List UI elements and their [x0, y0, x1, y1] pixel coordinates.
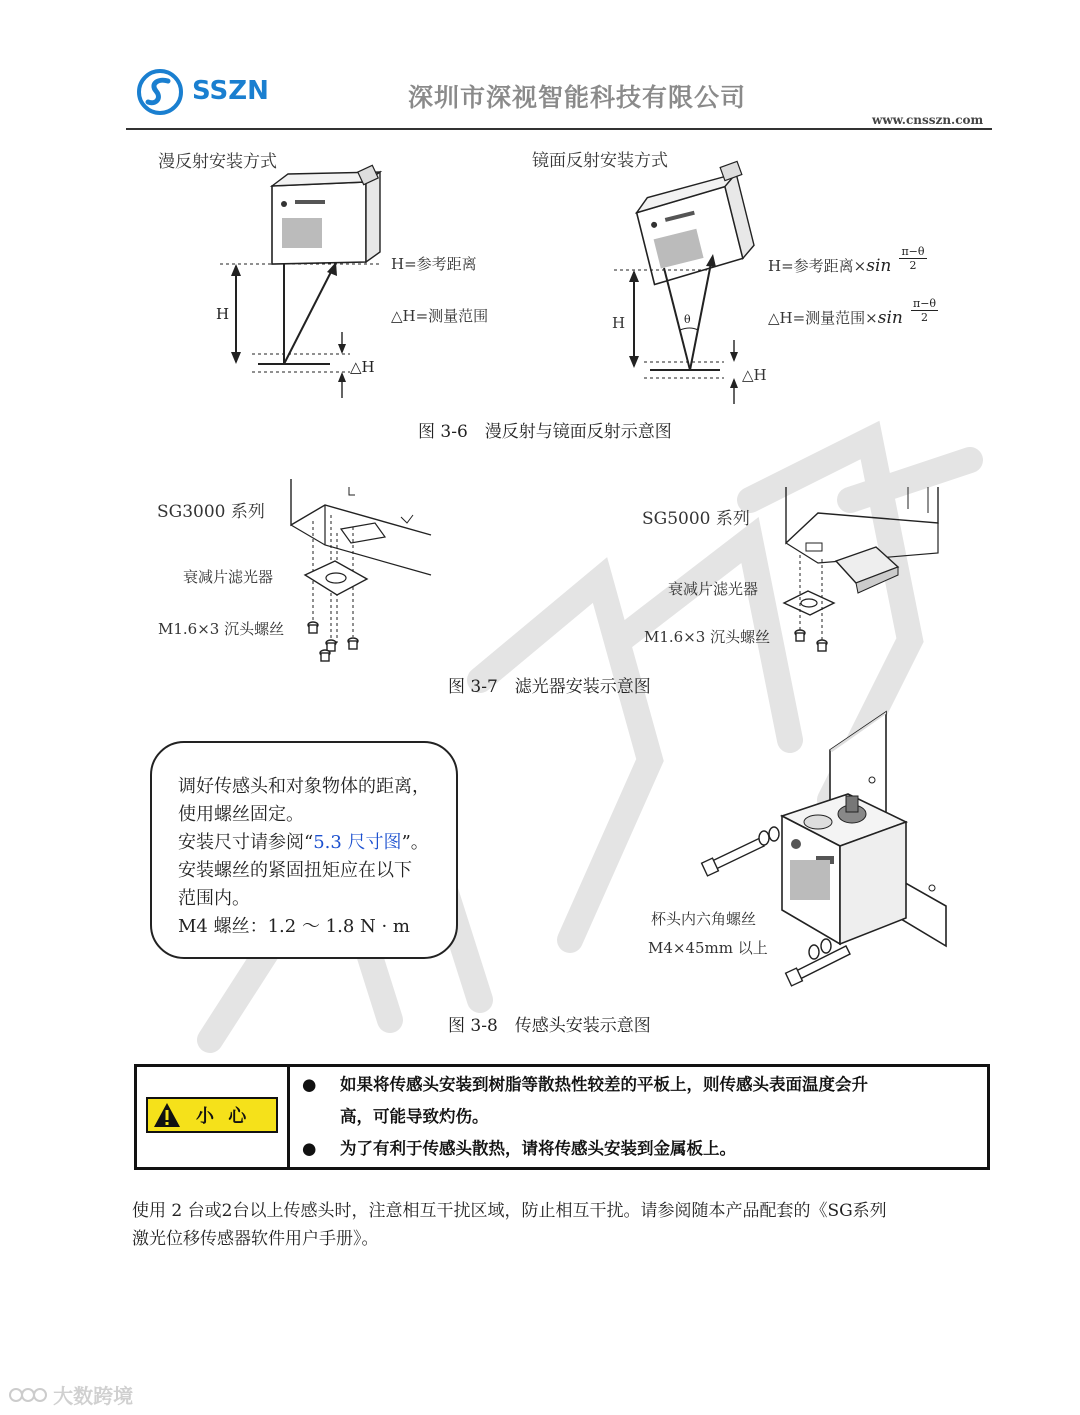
- caution-item-2-text: 为了有利于传感头散热，请将传感头安装到金属板上。: [340, 1139, 736, 1158]
- formula-h-text: H=参考距离×: [768, 257, 867, 275]
- note-line-5: 范围内。: [178, 888, 250, 909]
- sg5000-screw-label: M1.6×3 沉头螺丝: [644, 628, 771, 646]
- sin-text-2: sin: [877, 308, 903, 328]
- sensor-head-tilted-icon: [633, 173, 757, 284]
- diffuse-diagram: [200, 160, 520, 410]
- header: [0, 0, 1080, 135]
- warning-triangle-icon: [152, 1101, 182, 1129]
- specular-dh-label: △H: [742, 366, 767, 384]
- header-divider: [126, 128, 992, 130]
- diffuse-formula-h: H=参考距离: [391, 255, 477, 273]
- sg5000-series-label: SG5000 系列: [642, 509, 750, 529]
- sszn-logo-icon: [136, 68, 184, 116]
- frac-den: 2: [909, 259, 917, 272]
- specular-formula-h: [768, 245, 927, 281]
- note-line-2: 使用螺丝固定。: [178, 804, 304, 825]
- sg3000-series-label: SG3000 系列: [157, 502, 265, 522]
- sg5000-filter-diagram: [778, 483, 978, 663]
- specular-formula-dh: [768, 297, 938, 333]
- caution-label: 小 心: [196, 1106, 251, 1127]
- note-line-1: 调好传感头和对象物体的距离，: [178, 776, 430, 797]
- footer-watermark: [8, 1380, 133, 1408]
- dh-label: △H: [350, 358, 375, 376]
- dimension-link[interactable]: 5.3 尺寸图: [313, 832, 402, 853]
- caution-label-cell: [136, 1066, 289, 1169]
- install-note-box: [150, 741, 458, 959]
- note-line-4: 安装螺丝的紧固扭矩应在以下: [178, 860, 412, 881]
- diffuse-formula-dh: △H=测量范围: [391, 307, 489, 325]
- caution-item-1-line-2: 高，可能导致灼伤。: [340, 1107, 489, 1126]
- sensor-body-icon: [782, 794, 906, 944]
- watermark-text: 大数跨境: [53, 1384, 134, 1408]
- interference-line-1: 使用 2 台或2台以上传感头时，注意相互干扰区域，防止相互干扰。请参阅随本产品配套的《SG系列: [132, 1201, 887, 1221]
- sg3000-filter-diagram: [285, 475, 445, 670]
- figure-3-6-caption: 图 3-6 漫反射与镜面反射示意图: [418, 422, 672, 442]
- figure-3-7-caption: 图 3-7 滤光器安装示意图: [448, 677, 651, 697]
- caution-item-1-line-1: 如果将传感头安装到树脂等散热性较差的平板上，则传感头表面温度会升: [340, 1075, 868, 1094]
- interference-line-2: 激光位移传感器软件用户手册》。: [132, 1229, 379, 1249]
- frac-den-2: 2: [921, 311, 929, 324]
- company-url: www.cnsszn.com: [872, 113, 984, 127]
- frac-num-2: π−θ: [912, 297, 937, 310]
- hex-screw-label-1: 杯头内六角螺丝: [651, 910, 757, 928]
- caution-item-1: ● 如果将传感头安装到树脂等散热性较差的平板上，则传感头表面温度会升 高，可能导致灼伤。: [302, 1075, 868, 1126]
- caution-badge: [146, 1097, 278, 1133]
- frac-num: π−θ: [901, 245, 925, 258]
- interference-note: [132, 1197, 992, 1253]
- sg3000-filter-label: 衰减片滤光器: [183, 568, 274, 586]
- figure-3-8-caption: 图 3-8 传感头安装示意图: [448, 1016, 651, 1036]
- note-line-3: 安装尺寸请参阅“5.3 尺寸图”。: [178, 832, 429, 853]
- sg3000-screw-label: M1.6×3 沉头螺丝: [158, 620, 285, 638]
- sensor-head-icon: [272, 165, 380, 264]
- watermark-logo-icon: [8, 1383, 48, 1407]
- formula-dh-text: △H=测量范围×: [768, 309, 878, 327]
- caution-table: [134, 1064, 990, 1170]
- company-name: 深圳市深视智能科技有限公司: [408, 83, 747, 112]
- caution-content-cell: [289, 1066, 989, 1169]
- caution-item-2: ● 为了有利于传感头散热，请将传感头安装到金属板上。: [302, 1139, 736, 1158]
- theta-label: θ: [684, 313, 691, 326]
- h-label: H: [216, 305, 230, 323]
- sg5000-filter-label: 衰减片滤光器: [668, 580, 759, 598]
- diffuse-title: 漫反射安装方式: [158, 152, 277, 172]
- screw-icon: [308, 622, 358, 661]
- note-line-6: M4 螺丝：1.2 ～ 1.8 N · m: [178, 916, 411, 937]
- sin-text: sin: [866, 256, 892, 276]
- logo-text: SSZN: [192, 76, 269, 106]
- hex-screw-label-2: M4×45mm 以上: [648, 939, 768, 957]
- specular-h-label: H: [612, 314, 626, 332]
- specular-title: 镜面反射安装方式: [532, 151, 668, 171]
